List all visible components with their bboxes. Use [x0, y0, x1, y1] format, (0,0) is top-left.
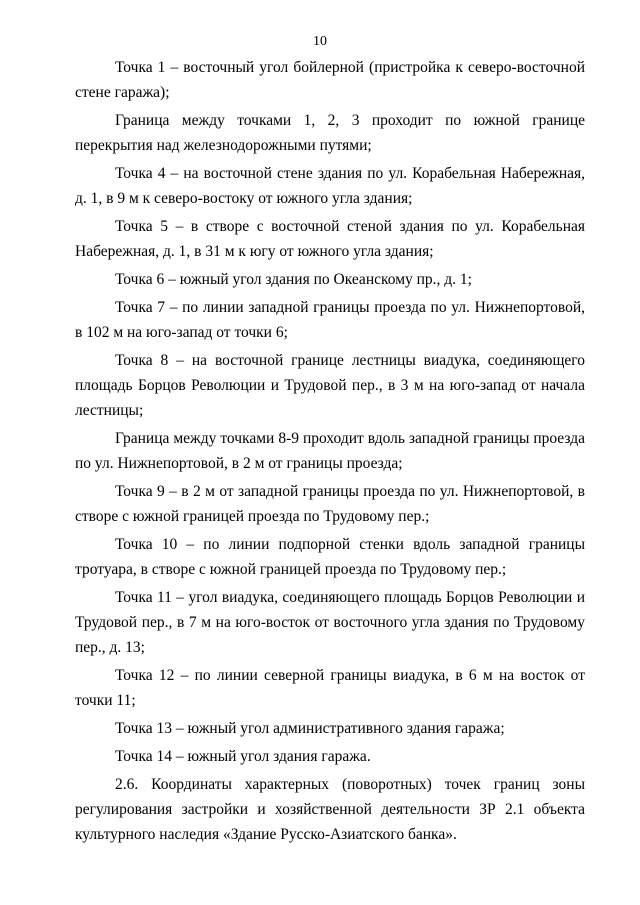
paragraph-point-13: Точка 13 – южный угол административного здания гаража;: [115, 720, 505, 737]
section-heading-2-6: 2.6. Координаты характерных (поворотных) точек границ зоны регулирования застройки и хозяйственной деятельности ЗР 2.1 объекта культурного наследия «Здание Русско-Азиатского банка».: [75, 776, 585, 843]
paragraph-point-4: Точка 4 – на восточной стене здания по ул. Корабельная Набережная, д. 1, в 9 м к северо-востоку от южного угла здания;: [75, 165, 585, 207]
paragraph-point-1: Точка 1 – восточный угол бойлерной (пристройка к северо-восточной стене гаража);: [75, 59, 585, 101]
page-number: 10: [313, 34, 327, 49]
paragraph-point-10: Точка 10 – по линии подпорной стенки вдоль западной границы тротуара, в створе с южной границей проезда по Трудовому пер.;: [75, 536, 585, 578]
paragraph-boundary-1-2-3: Граница между точками 1, 2, 3 проходит по южной границе перекрытия над железнодорожными путями;: [75, 112, 585, 154]
paragraph-point-6: Точка 6 – южный угол здания по Океанскому пр., д. 1;: [115, 271, 472, 288]
paragraph-point-11: Точка 11 – угол виадука, соединяющего площадь Борцов Революции и Трудовой пер., в 7 м на юго-восток от восточного угла здания по Трудовому пер., д. 13;: [75, 589, 585, 656]
paragraph-point-12: Точка 12 – по линии северной границы виадука, в 6 м на восток от точки 11;: [75, 667, 585, 709]
paragraph-point-9: Точка 9 – в 2 м от западной границы проезда по ул. Нижнепортовой, в створе с южной границей проезда по Трудовому пер.;: [75, 483, 585, 525]
paragraph-boundary-8-9: Граница между точками 8-9 проходит вдоль западной границы проезда по ул. Нижнепортовой, в 2 м от границы проезда;: [75, 430, 585, 472]
paragraph-point-14: Точка 14 – южный угол здания гаража.: [115, 748, 371, 765]
paragraph-point-8: Точка 8 – на восточной границе лестницы виадука, соединяющего площадь Борцов Революции и Трудовой пер., в 3 м на юго-запад от начала лестницы;: [75, 352, 585, 419]
paragraph-point-7: Точка 7 – по линии западной границы проезда по ул. Нижнепортовой, в 102 м на юго-запад от точки 6;: [75, 299, 585, 341]
paragraph-point-5: Точка 5 – в створе с восточной стеной здания по ул. Корабельная Набережная, д. 1, в 31 м к югу от южного угла здания;: [75, 218, 585, 260]
document-body: [75, 55, 585, 850]
